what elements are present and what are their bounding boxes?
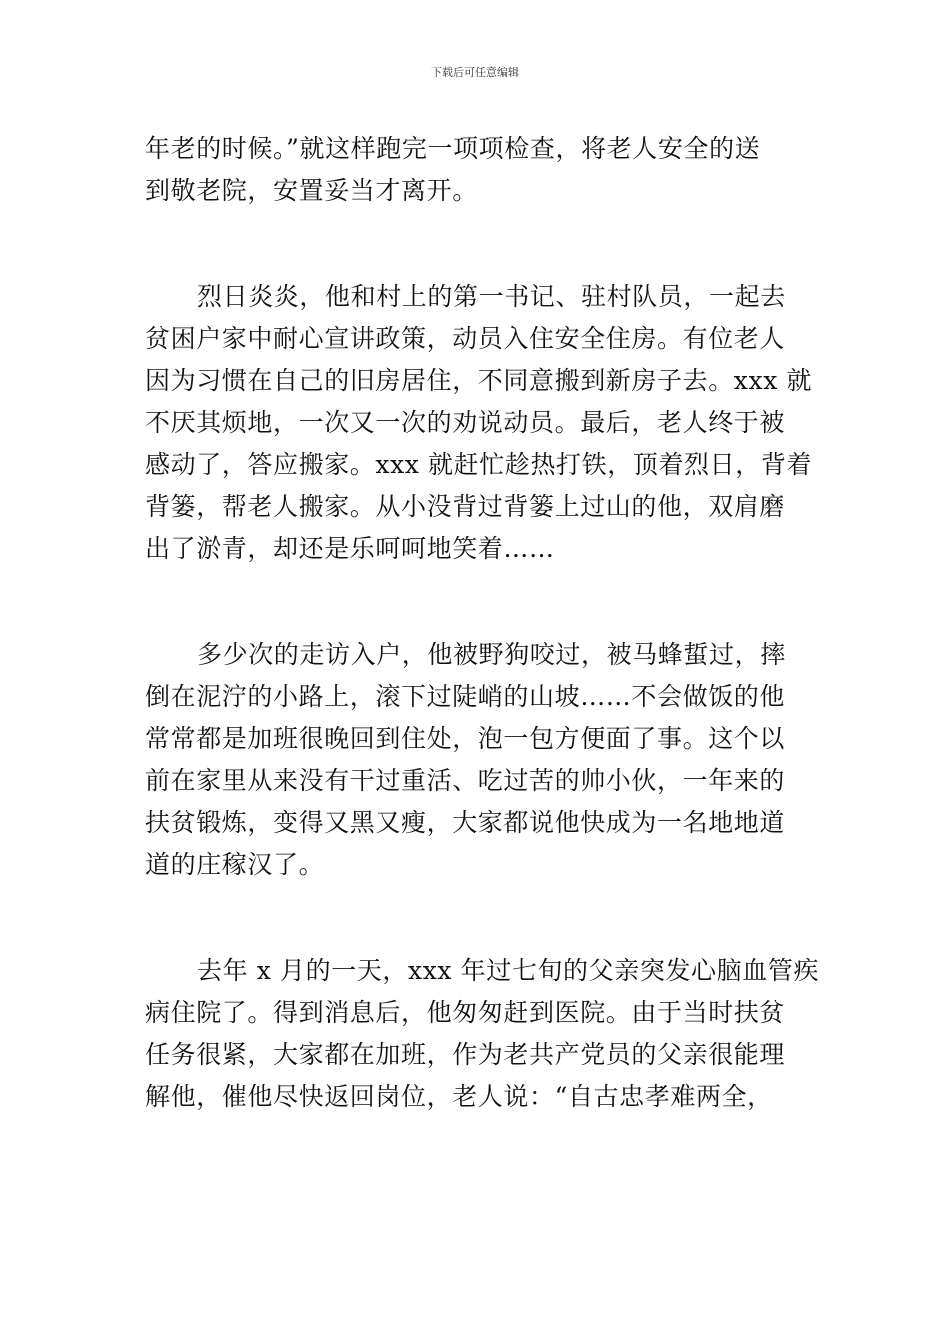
text-line: 到敬老院，安置妥当才离开。	[145, 176, 478, 205]
text-line: 解他，催他尽快返回岗位，老人说：“自古忠孝难两全，	[145, 1082, 773, 1111]
text-line: 常常都是加班很晚回到住处，泡一包方便面了事。这个以	[145, 724, 786, 753]
text-line: 扶贫锻炼，变得又黑又瘦，大家都说他快成为一名地地道	[145, 808, 786, 837]
paragraph-3	[145, 634, 810, 886]
text-line: 任务很紧，大家都在加班，作为老共产党员的父亲很能理	[145, 1040, 786, 1069]
text-line: 不厌其烦地，一次又一次的劝说动员。最后，老人终于被	[145, 408, 786, 437]
text-line: 年老的时候。”就这样跑完一项项检查，将老人安全的送	[145, 134, 761, 163]
text-line: 背篓，帮老人搬家。从小没背过背篓上过山的他，双肩磨	[145, 492, 786, 521]
paragraph-gap	[145, 212, 810, 276]
text-line: 道的庄稼汉了。	[145, 850, 325, 879]
paragraph-2	[145, 276, 813, 570]
text-line: 前在家里从来没有干过重活、吃过苦的帅小伙，一年来的	[145, 766, 786, 795]
text-line: 出了淤青，却还是乐呵呵地笑着……	[145, 534, 555, 563]
paragraph-gap	[145, 570, 810, 634]
text-line: 倒在泥泞的小路上，滚下过陡峭的山坡……不会做饭的他	[145, 682, 786, 711]
text-line: 贫困户家中耐心宣讲政策，动员入住安全住房。有位老人	[145, 324, 786, 353]
paragraph-1	[145, 128, 810, 212]
text-line: 因为习惯在自己的旧房居住，不同意搬到新房子去。xxx 就	[145, 366, 813, 395]
paragraph-gap	[145, 886, 810, 950]
text-line: 多少次的走访入户，他被野狗咬过，被马蜂蜇过，摔	[197, 640, 786, 669]
text-line: 去年 x 月的一天，xxx 年过七旬的父亲突发心脑血管疾	[197, 956, 820, 985]
text-line: 感动了，答应搬家。xxx 就赶忙趁热打铁，顶着烈日，背着	[145, 450, 813, 479]
paragraph-4	[145, 950, 820, 1118]
document-body	[145, 128, 820, 1118]
page-header-note: 下载后可任意编辑	[431, 66, 519, 79]
text-line: 病住院了。得到消息后，他匆匆赶到医院。由于当时扶贫	[145, 998, 786, 1027]
text-line: 烈日炎炎，他和村上的第一书记、驻村队员，一起去	[197, 282, 786, 311]
